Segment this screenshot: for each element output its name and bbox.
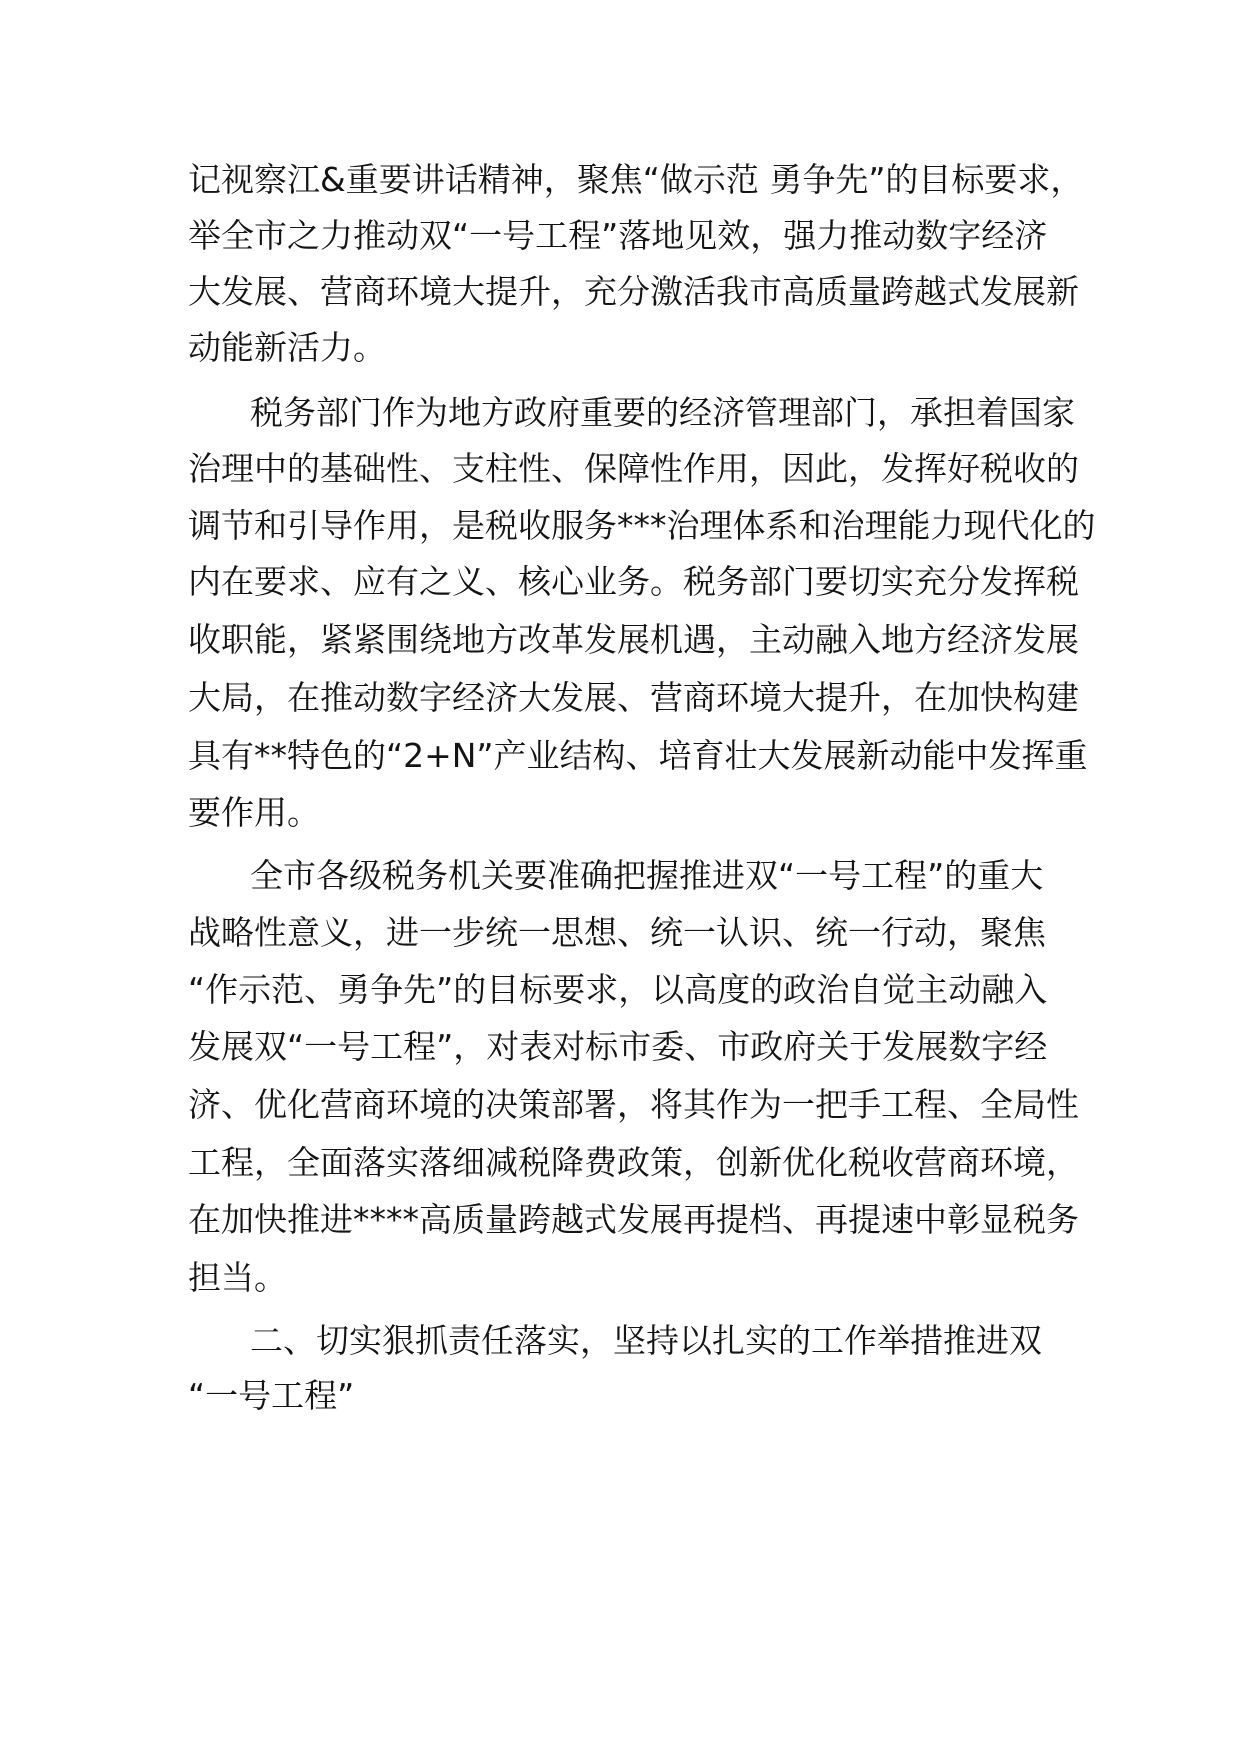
- text-line: “作示范、勇争先”的目标要求，以高度的政治自觉主动融入: [188, 970, 1048, 1009]
- text-line: 内在要求、应有之义、核心业务。税务部门要切实充分发挥税: [188, 562, 1079, 601]
- text-line: 要作用。: [188, 793, 320, 832]
- text-line: 记视察江&重要讲话精神，聚焦“做示范 勇争先”的目标要求，: [188, 160, 1084, 199]
- text-line: 大发展、营商环境大提升，充分激活我市高质量跨越式发展新: [188, 272, 1079, 311]
- text-line: 大局，在推动数字经济大发展、营商环境大提升，在加快构建: [188, 678, 1079, 717]
- text-line: 战略性意义，进一步统一思想、统一认识、统一行动，聚焦: [188, 913, 1046, 952]
- text-line: 治理中的基础性、支柱性、保障性作用，因此，发挥好税收的: [188, 449, 1079, 488]
- text-line: 收职能，紧紧围绕地方改革发展机遇，主动融入地方经济发展: [188, 620, 1079, 659]
- text-line: 在加快推进****高质量跨越式发展再提档、再提速中彰显税务: [188, 1200, 1079, 1239]
- section-heading-line: “一号工程”: [188, 1376, 355, 1415]
- text-line: 工程，全面落实落细减税降费政策，创新优化税收营商环境，: [188, 1143, 1079, 1182]
- text-line: 调节和引导作用，是税收服务***治理体系和治理能力现代化的: [188, 506, 1096, 545]
- text-line: 动能新活力。: [188, 328, 386, 367]
- paragraph-start-line: 税务部门作为地方政府重要的经济管理部门，承担着国家: [250, 393, 1075, 432]
- text-line: 济、优化营商环境的决策部署，将其作为一把手工程、全局性: [188, 1085, 1079, 1124]
- text-line: 发展双“一号工程”，对表对标市委、市政府关于发展数字经: [188, 1027, 1048, 1066]
- paragraph-start-line: 全市各级税务机关要准确把握推进双“一号工程”的重大: [250, 856, 1044, 895]
- text-line: 举全市之力推动双“一号工程”落地见效，强力推动数字经济: [188, 216, 1048, 255]
- text-line: 具有**特色的“2+N”产业结构、培育壮大发展新动能中发挥重: [188, 736, 1088, 775]
- text-line: 担当。: [188, 1258, 287, 1297]
- section-heading-line: 二、切实狠抓责任落实，坚持以扎实的工作举措推进双: [250, 1321, 1042, 1360]
